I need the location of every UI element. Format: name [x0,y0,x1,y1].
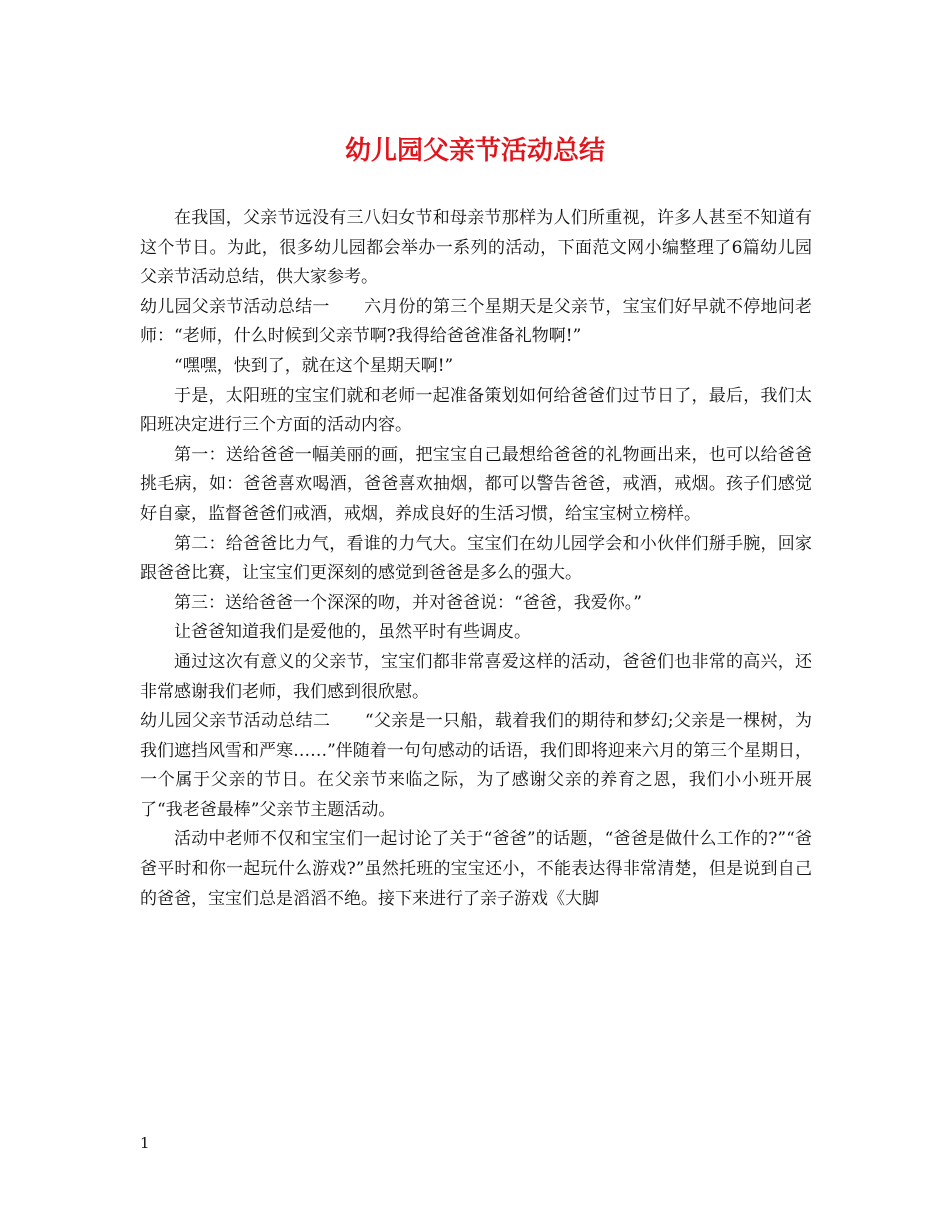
paragraph: 于是，太阳班的宝宝们就和老师一起准备策划如何给爸爸们过节日了，最后，我们太阳班决定进行三个方面的活动内容。 [140,385,812,436]
paragraph: “嘿嘿，快到了，就在这个星期天啊!” [174,355,454,376]
paragraph: 让爸爸知道我们是爱他的，虽然平时有些调皮。 [174,622,531,643]
paragraph: 第二：给爸爸比力气，看谁的力气大。宝宝们在幼儿园学会和小伙伴们掰手腕，回家跟爸爸比赛，让宝宝们更深刻的感觉到爸爸是多么的强大。 [140,533,812,584]
document-title: 幼儿园父亲节活动总结 [344,136,605,166]
paragraph: 幼儿园父亲节活动总结二 “父亲是一只船，载着我们的期待和梦幻;父亲是一棵树，为我们遮挡风雪和严寒……”伴随着一句句感动的话语，我们即将迎来六月的第三个星期日，一个属于父亲的节日。在父亲节来临之际，为了感谢父亲的养育之恩，我们小小班开展了“我老爸最棒”父亲节主题活动。 [140,711,812,820]
paragraph: 在我国，父亲节远没有三八妇女节和母亲节那样为人们所重视，许多人甚至不知道有这个节日。为此，很多幼儿园都会举办一系列的活动，下面范文网小编整理了6篇幼儿园父亲节活动总结，供大家参考。 [140,208,812,288]
paragraph: 活动中老师不仅和宝宝们一起讨论了关于“爸爸”的话题，“爸爸是做什么工作的?”“爸爸平时和你一起玩什么游戏?”虽然托班的宝宝还小，不能表达得非常清楚，但是说到自己的爸爸，宝宝们总是滔滔不绝。接下来进行了亲子游戏《大脚 [140,829,812,909]
document-body [140,204,812,914]
paragraph: 通过这次有意义的父亲节，宝宝们都非常喜爱这样的活动，爸爸们也非常的高兴，还非常感谢我们老师，我们感到很欣慰。 [140,651,812,702]
paragraph: 第三：送给爸爸一个深深的吻，并对爸爸说：“爸爸，我爱你。” [174,592,642,613]
paragraph: 第一：送给爸爸一幅美丽的画，把宝宝自己最想给爸爸的礼物画出来，也可以给爸爸挑毛病，如：爸爸喜欢喝酒，爸爸喜欢抽烟，都可以警告爸爸，戒酒，戒烟。孩子们感觉好自豪，监督爸爸们戒酒，戒烟，养成良好的生活习惯，给宝宝树立榜样。 [140,444,812,524]
page-number: 1 [140,1134,150,1152]
paragraph: 幼儿园父亲节活动总结一 六月份的第三个星期天是父亲节，宝宝们好早就不停地问老师：“老师，什么时候到父亲节啊?我得给爸爸准备礼物啊!” [140,296,812,347]
